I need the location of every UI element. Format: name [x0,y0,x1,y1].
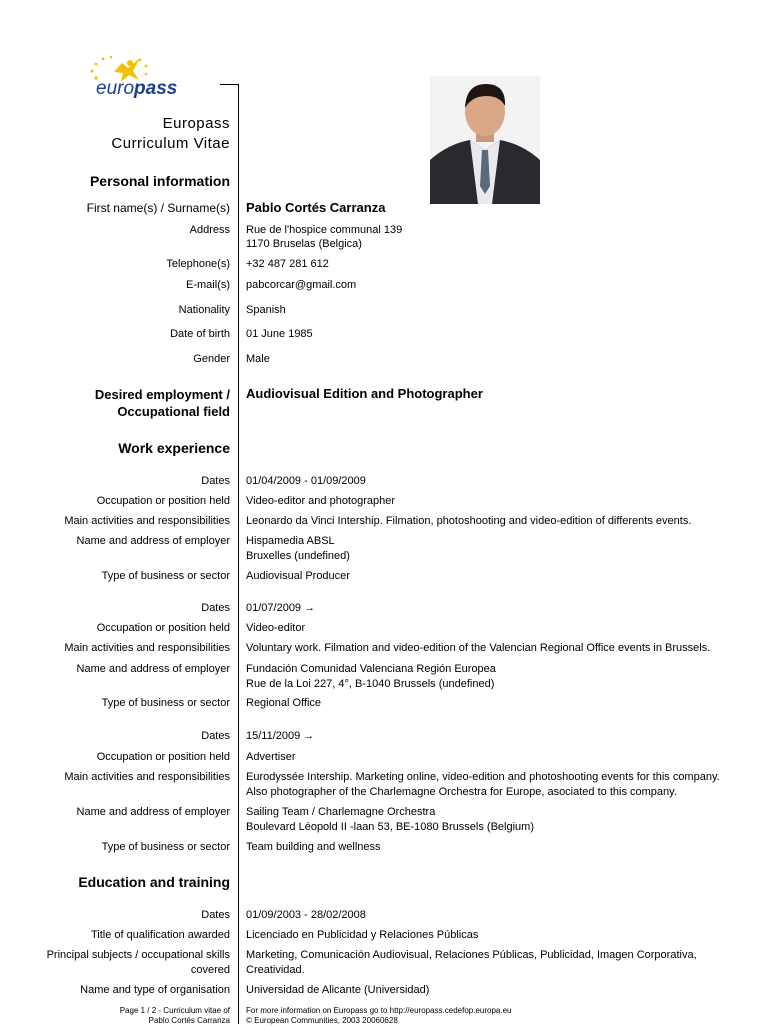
job-employer-line2: Rue de la Loi 227, 4°, B-1040 Brussels (undefined) [246,678,495,690]
label-subjects-line1: Principal subjects / occupational skills [46,949,230,961]
value-date-of-birth: 01 June 1985 [246,328,313,340]
education-subjects-line2: Creatividad. [246,964,305,976]
label-dates: Dates [201,730,230,742]
job-employer-line1: Fundación Comunidad Valenciana Región Europea [246,663,496,675]
label-education-dates: Dates [201,909,230,921]
job-activities: Leonardo da Vinci Intership. Filmation, photoshooting and video-edition of differents events. [246,515,692,527]
label-occupation: Occupation or position held [96,622,230,634]
job-employer-line2: Bruxelles (undefined) [246,550,350,562]
label-address: Address [189,224,230,236]
label-telephone: Telephone(s) [166,258,230,270]
job-business: Regional Office [246,697,322,709]
person-portrait-icon [430,76,540,204]
label-gender: Gender [193,353,230,365]
label-qualification: Title of qualification awarded [90,929,230,941]
job-employer-line1: Sailing Team / Charlemagne Orchestra [246,806,436,818]
label-employer: Name and address of employer [76,535,230,547]
label-name: First name(s) / Surname(s) [86,201,230,215]
job-activities: Voluntary work. Filmation and video-edition of the Valencian Regional Office events in Brussels. [246,642,711,654]
job-occupation: Video-editor [246,622,306,634]
label-dates: Dates [201,602,230,614]
job-occupation: Video-editor and photographer [246,495,396,507]
job-activities-line1: Eurodyssée Intership. Marketing online, video-edition and photoshooting events for this company. [246,771,720,783]
label-subjects-line2: covered [190,964,230,976]
section-personal-information: Personal information [89,173,230,189]
job-occupation: Advertiser [246,751,296,763]
label-employer: Name and address of employer [76,806,230,818]
footer-copyright: © European Communities, 2003 20060628 [246,1016,398,1025]
label-activities: Main activities and responsibilities [64,771,230,783]
logo-prefix: euro [96,78,135,99]
section-desired-employment-line1: Desired employment / [94,387,230,402]
label-business: Type of business or sector [101,697,230,709]
education-subjects-line1: Marketing, Comunicación Audiovisual, Relaciones Públicas, Publicidad, Imagen Corporativa, [246,949,697,961]
logo-suffix: pass [134,78,178,99]
job-activities-line2: Also photographer of the Charlemagne Orchestra for Europe, asociated to this company. [246,786,677,798]
education-organisation: Universidad de Alicante (Universidad) [246,984,430,996]
footer-europass-link[interactable]: For more information on Europass go to http://europass.cedefop.europa.eu [246,1006,512,1015]
job-dates: 15/11/2009 → [246,730,315,742]
label-activities: Main activities and responsibilities [64,515,230,527]
column-divider [238,84,239,1024]
section-work-experience: Work experience [118,440,230,456]
value-email[interactable]: pabcorcar@gmail.com [246,279,357,291]
label-activities: Main activities and responsibilities [64,642,230,654]
section-education-and-training: Education and training [78,874,230,890]
job-dates: 01/07/2009 → [246,602,316,614]
europass-logo [84,54,184,104]
footer-page-info-line2: Pablo Cortés Carranza [148,1016,230,1025]
education-dates: 01/09/2003 - 28/02/2008 [246,909,366,921]
job-business: Team building and wellness [246,841,381,853]
divider-top-tick [220,84,239,85]
job-employer-line2: Boulevard Léopold II -laan 53, BE-1080 Brussels (Belgium) [246,821,534,833]
job-business: Audiovisual Producer [246,570,350,582]
label-nationality: Nationality [178,304,230,316]
value-desired-employment: Audiovisual Edition and Photographer [246,386,483,401]
value-nationality: Spanish [246,304,286,316]
label-organisation: Name and type of organisation [80,984,230,996]
job-dates: 01/04/2009 - 01/09/2009 [246,475,366,487]
label-employer: Name and address of employer [76,663,230,675]
profile-photo [430,76,540,204]
value-telephone: +32 487 281 612 [246,258,329,270]
label-business: Type of business or sector [101,570,230,582]
label-dates: Dates [201,475,230,487]
value-name: Pablo Cortés Carranza [246,200,386,215]
label-date-of-birth: Date of birth [170,328,230,340]
label-occupation: Occupation or position held [96,751,230,763]
cv-title-line1: Europass [162,115,230,132]
job-employer-line1: Hispamedia ABSL [246,535,335,547]
value-gender: Male [246,353,270,365]
education-qualification: Licenciado en Publicidad y Relaciones Públicas [246,929,479,941]
label-email: E-mail(s) [186,279,230,291]
value-address-line2: 1170 Bruselas (Belgica) [246,238,362,250]
label-business: Type of business or sector [101,841,230,853]
logo-wordmark [96,78,177,100]
value-address-line1: Rue de l'hospice communal 139 [246,224,403,236]
section-desired-employment-line2: Occupational field [117,404,230,419]
cv-title-line2: Curriculum Vitae [111,135,230,152]
footer-page-info-line1: Page 1 / 2 - Curriculum vitae of [119,1006,230,1015]
label-occupation: Occupation or position held [96,495,230,507]
